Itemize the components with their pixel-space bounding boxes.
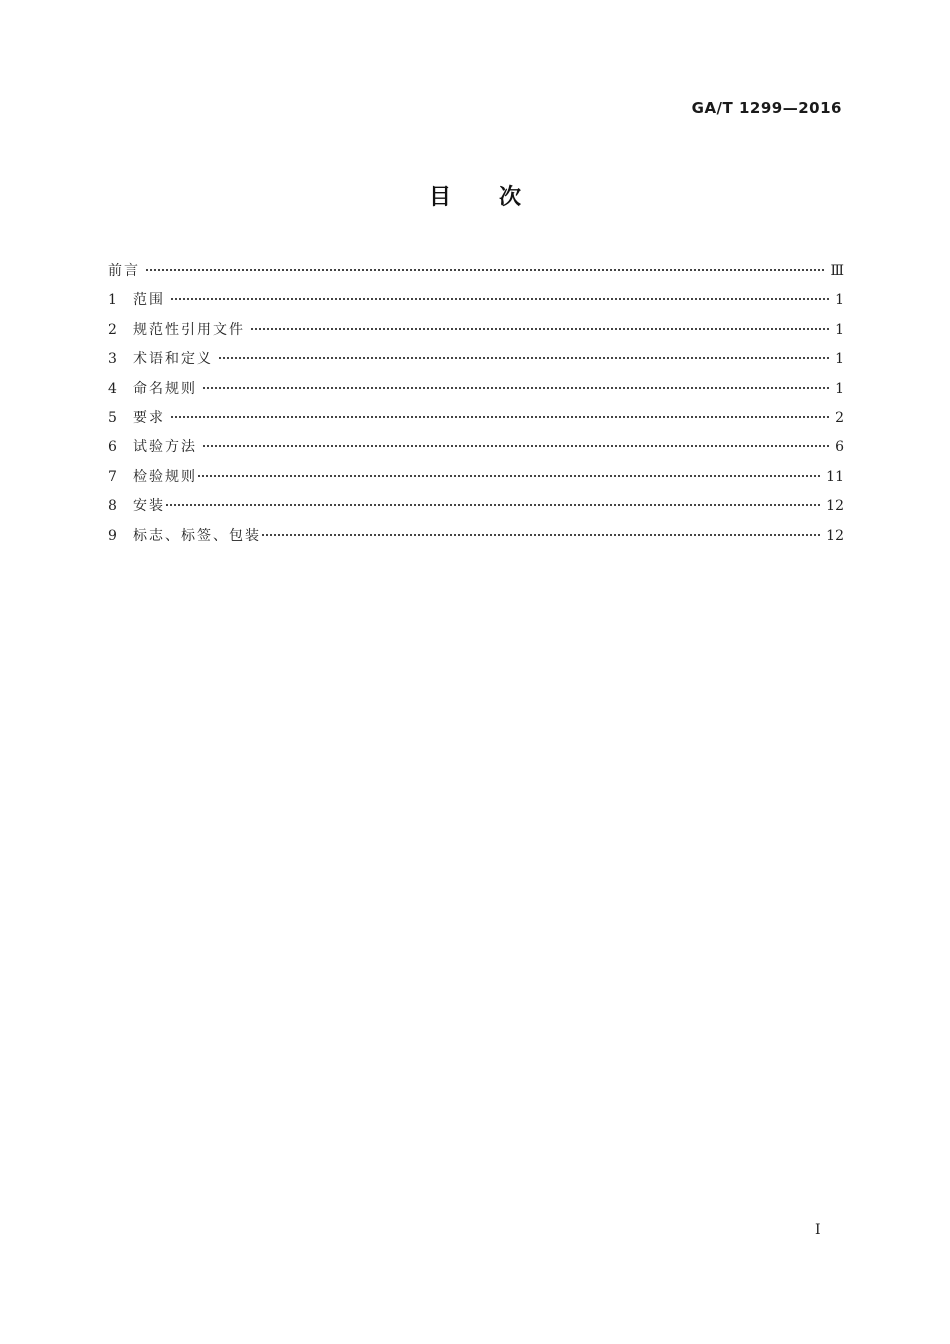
toc-entry-page: 12 — [826, 498, 844, 515]
toc-entry-label: 检验规则 — [133, 468, 197, 485]
toc-entry-foreword[interactable] — [108, 260, 844, 289]
toc-entry-1[interactable] — [108, 289, 844, 318]
toc-leader-dots — [262, 534, 820, 536]
toc-entry-label: 前言 — [108, 263, 140, 279]
page-number: I — [815, 1222, 821, 1238]
toc-entry-2[interactable] — [108, 319, 844, 348]
toc-entry-3[interactable] — [108, 348, 844, 377]
toc-entry-5[interactable] — [108, 407, 844, 436]
toc-title-char-1: 目 — [428, 185, 451, 210]
toc-entry-page: 1 — [835, 321, 844, 338]
toc-entry-label: 安装 — [133, 498, 165, 515]
toc-title — [0, 180, 950, 211]
toc-entry-number: 8 — [108, 498, 117, 515]
toc-entry-label: 标志、标签、包装 — [133, 527, 261, 544]
toc-entry-label: 命名规则 — [133, 380, 197, 397]
toc-leader-dots — [203, 445, 829, 447]
toc-entry-page: 2 — [835, 409, 844, 426]
toc-entry-9[interactable] — [108, 525, 844, 554]
toc-entry-page: 1 — [835, 292, 844, 309]
toc-entry-number: 5 — [108, 409, 117, 426]
toc-entry-4[interactable] — [108, 378, 844, 407]
toc-title-char-2: 次 — [499, 185, 522, 210]
toc-entry-page: 12 — [826, 527, 844, 544]
toc-entry-label: 试验方法 — [133, 439, 197, 456]
toc-entry-label: 术语和定义 — [133, 351, 213, 368]
toc-leader-dots — [146, 269, 824, 271]
toc-entry-number: 2 — [108, 321, 117, 338]
toc-entry-number: 1 — [108, 292, 117, 309]
toc-leader-dots — [171, 416, 829, 418]
toc-leader-dots — [166, 504, 820, 506]
toc-entry-label: 规范性引用文件 — [133, 321, 245, 338]
toc-leader-dots — [203, 387, 829, 389]
toc-leader-dots — [219, 357, 829, 359]
toc-entry-page: 11 — [826, 468, 844, 485]
toc-entry-6[interactable] — [108, 436, 844, 465]
toc-entry-page: Ⅲ — [830, 263, 844, 279]
toc-leader-dots — [251, 328, 829, 330]
toc-entry-7[interactable] — [108, 466, 844, 495]
standard-code: GA/T 1299—2016 — [691, 99, 842, 117]
toc-entry-number: 4 — [108, 380, 117, 397]
toc-leader-dots — [198, 475, 820, 477]
toc-entry-page: 1 — [835, 351, 844, 368]
toc-entry-page: 1 — [835, 380, 844, 397]
table-of-contents — [108, 260, 844, 554]
toc-entry-number: 9 — [108, 527, 117, 544]
toc-entry-number: 7 — [108, 468, 117, 485]
toc-entry-page: 6 — [835, 439, 844, 456]
toc-entry-label: 要求 — [133, 409, 165, 426]
toc-entry-label: 范围 — [133, 292, 165, 309]
toc-entry-number: 3 — [108, 351, 117, 368]
toc-leader-dots — [171, 298, 829, 300]
toc-entry-8[interactable] — [108, 495, 844, 524]
toc-entry-number: 6 — [108, 439, 117, 456]
